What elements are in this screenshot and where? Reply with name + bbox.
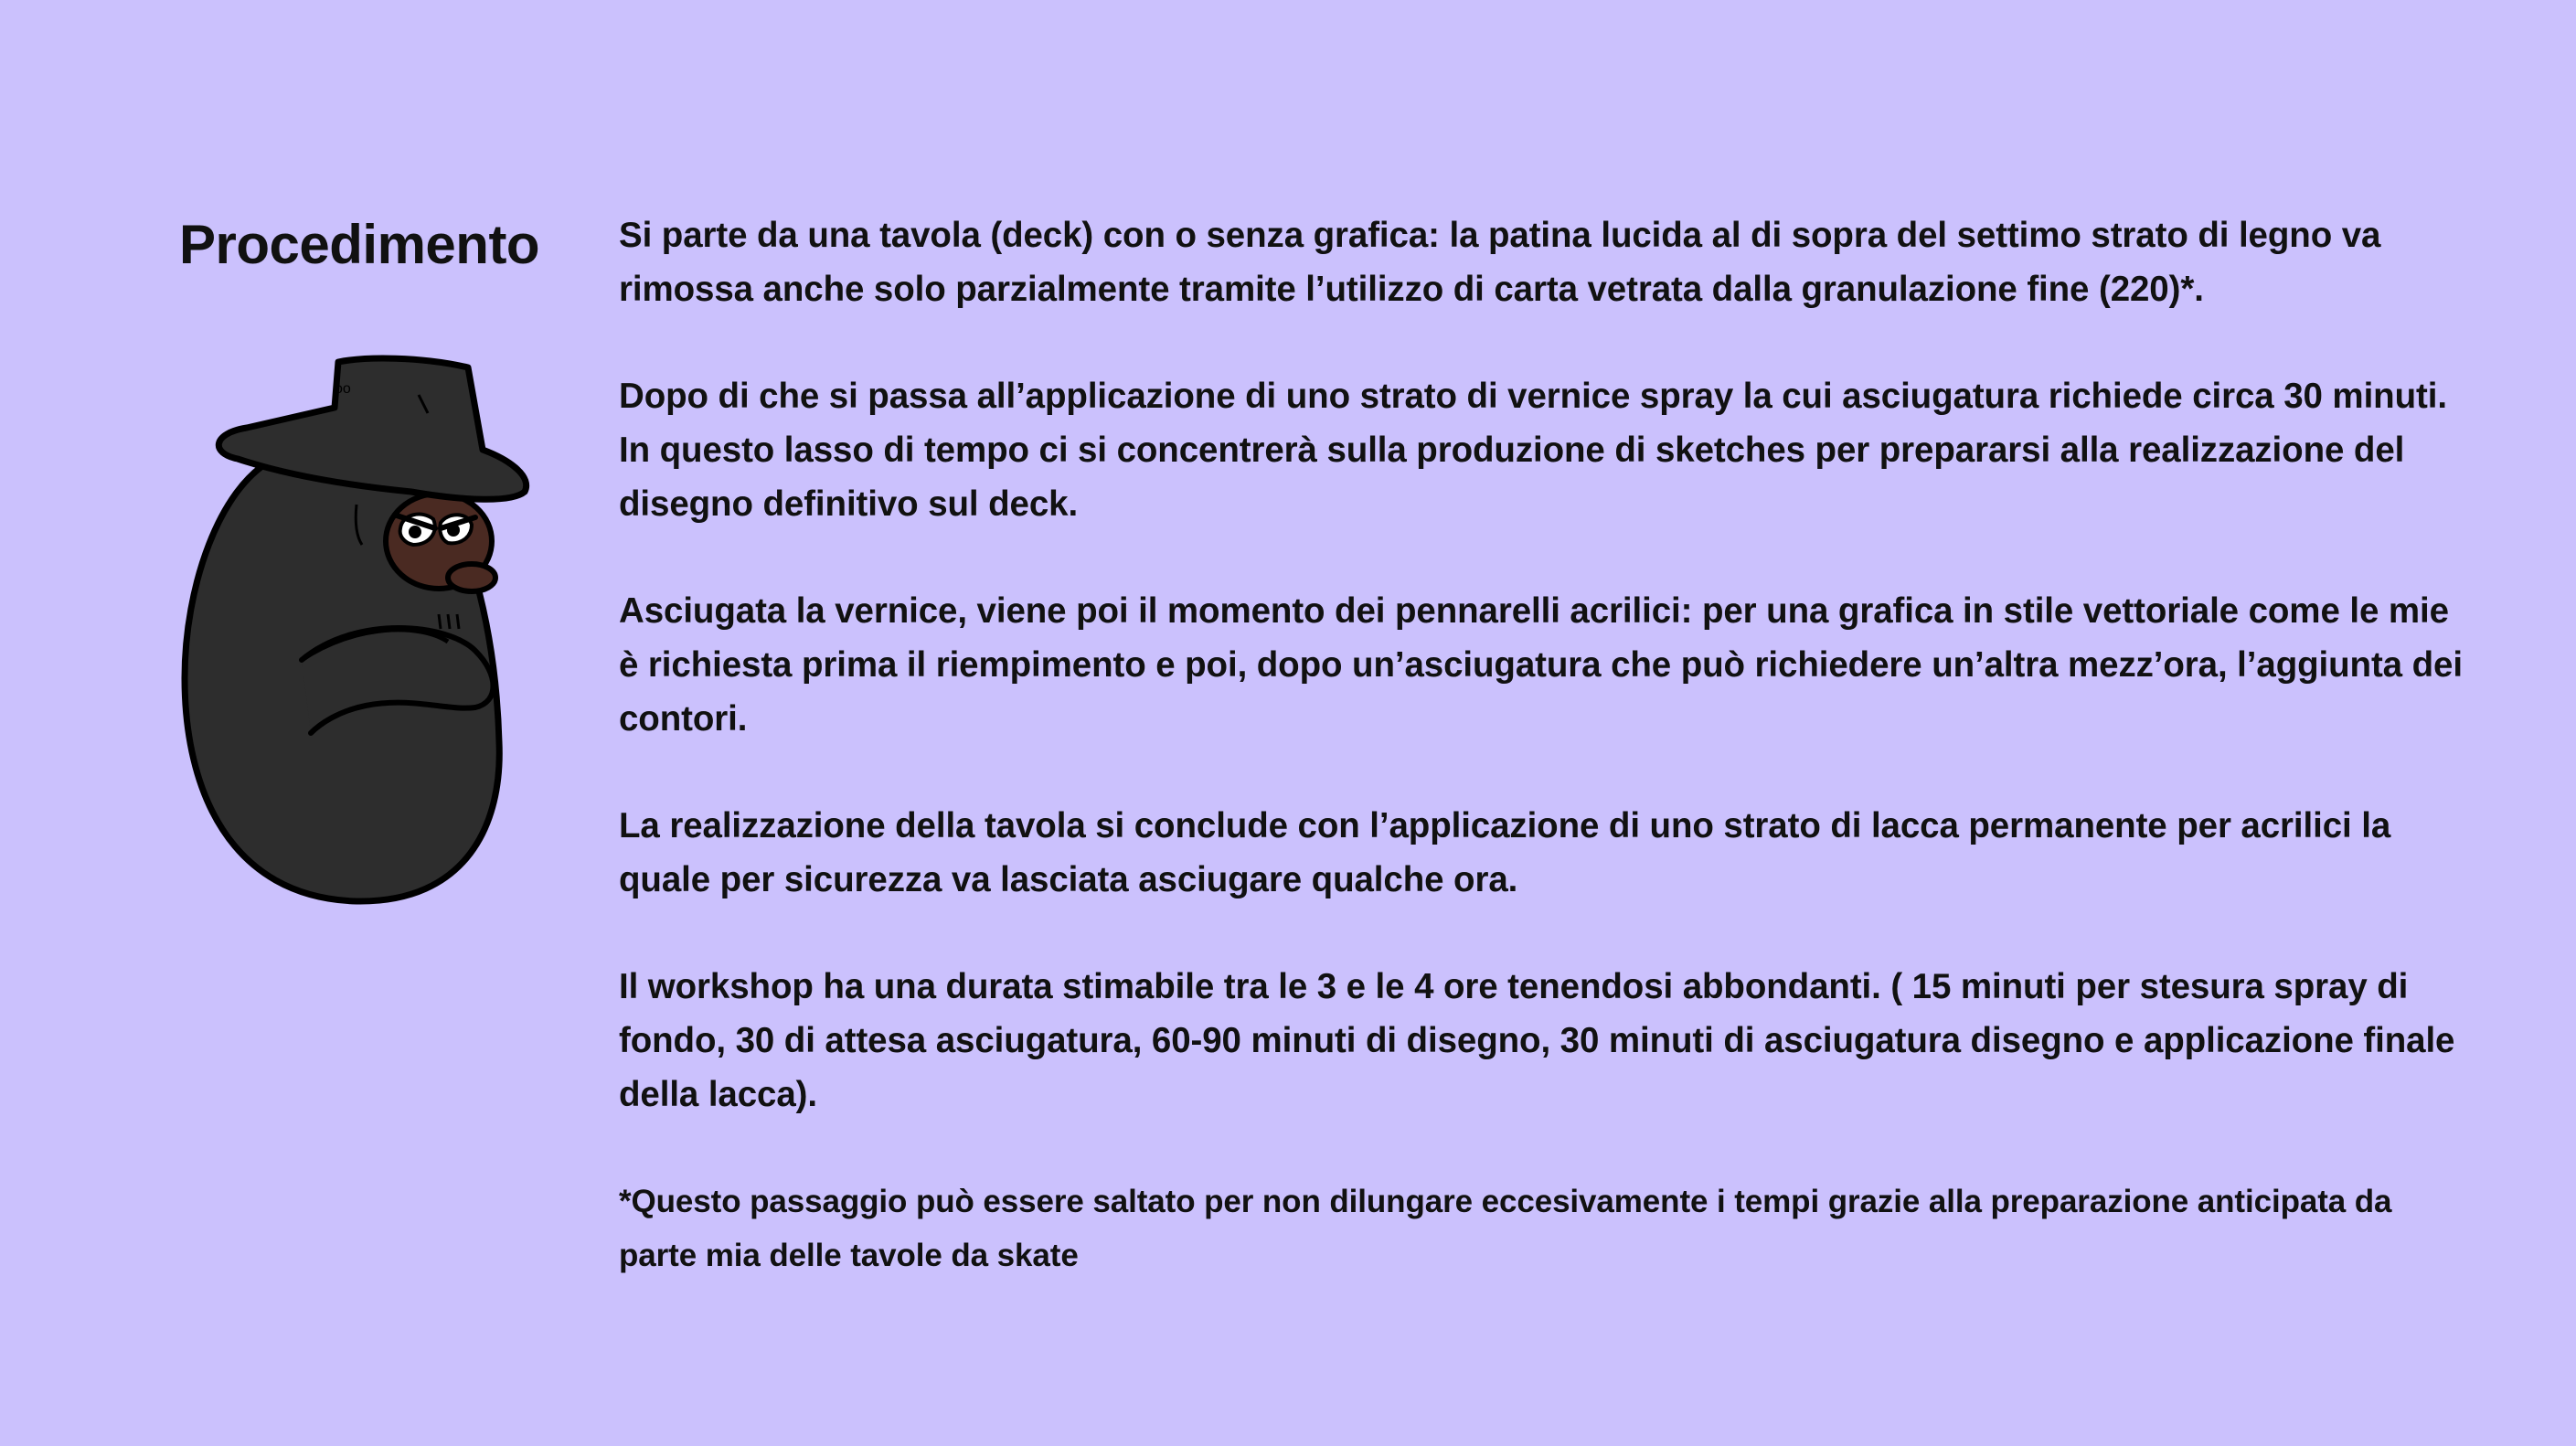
paragraph-4: La realizzazione della tavola si conclude con l’applicazione di uno strato di lacca permanente per acrilici la quale per sicurezza va lasciata asciugare qualche ora.: [619, 806, 2391, 899]
svg-text:oo: oo: [335, 381, 351, 397]
hooded-figure-illustration: [174, 349, 539, 916]
nose: [448, 564, 495, 591]
paragraph-3: Asciugata la vernice, viene poi il momento dei pennarelli acrilici: per una grafica in stile vettoriale come le mie è richiesta prima il riempimento e poi, dopo un’asciugatura che può richiedere un’altra mezz’ora, l’aggiunta dei contori.: [619, 591, 2463, 739]
left-pupil: [409, 526, 421, 538]
footnote: *Questo passaggio può essere saltato per non dilungare eccesivamente i tempi grazie alla preparazione anticipata da parte mia delle tavole da skate: [619, 1184, 2392, 1273]
paragraph-5: Il workshop ha una durata stimabile tra le 3 e le 4 ore tenendosi abbondanti. ( 15 minuti per stesura spray di fondo, 30 di attesa asciugatura, 60-90 minuti di disegno, 30 minuti di asciugatura disegno e applicazione finale della lacca).: [619, 967, 2455, 1114]
page-title: Procedimento: [179, 214, 540, 275]
procedure-text: [619, 208, 2465, 1335]
paragraph-1: Si parte da una tavola (deck) con o senza grafica: la patina lucida al di sopra del settimo strato di legno va rimossa anche solo parzialmente tramite l’utilizzo di carta vetrata dalla granulazione fine (220)*.: [619, 216, 2381, 309]
paragraph-2: Dopo di che si passa all’applicazione di uno strato di vernice spray la cui asciugatura richiede circa 30 minuti. In questo lasso di tempo ci si concentrerà sulla produzione di sketches per prepararsi alla realizzazione del disegno definitivo sul deck.: [619, 377, 2447, 524]
